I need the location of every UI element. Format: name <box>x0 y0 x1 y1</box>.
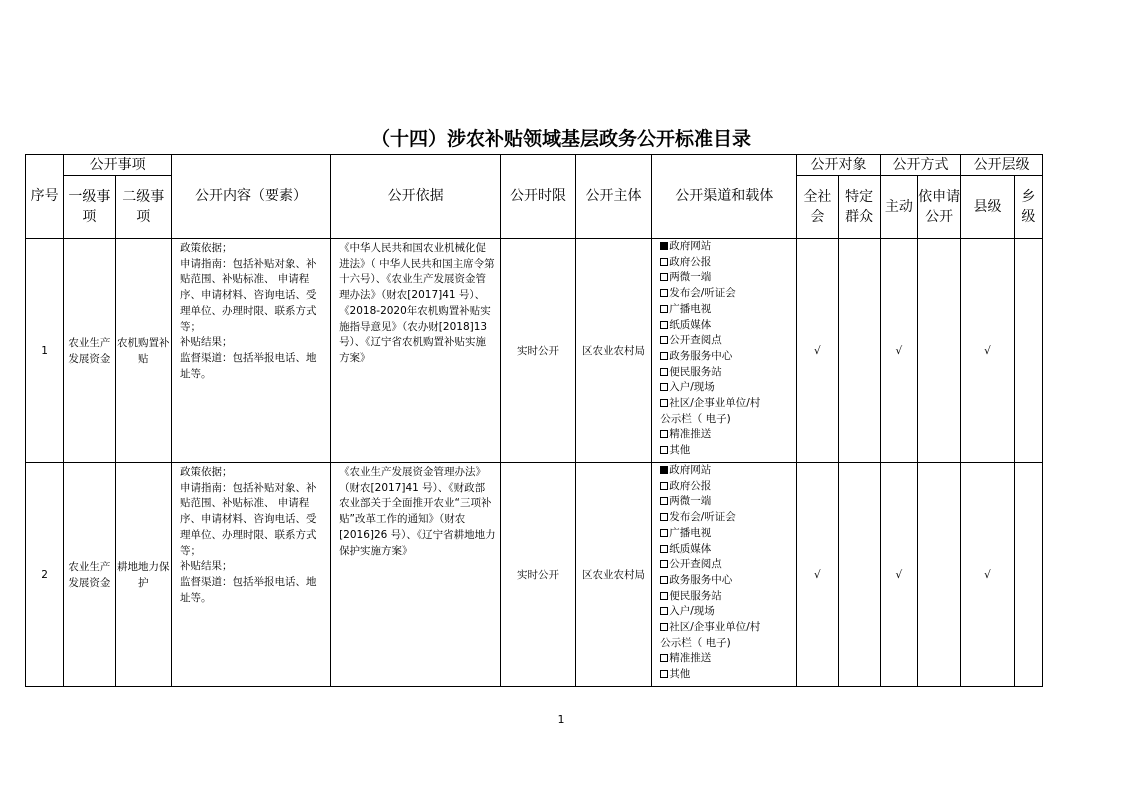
channel-item: 政务服务中心 <box>660 349 794 365</box>
checkbox-empty-icon <box>660 368 668 376</box>
row-content: 政策依据； 申请指南：包括补贴对象、补贴范围、补贴标准、 申请程序、申请材料、咨询电话、受理单位、办理时限、联系方式等； 补贴结果； 监督渠道：包括举报电话、地址等。 <box>171 239 330 463</box>
checkbox-empty-icon <box>660 513 668 521</box>
checkbox-empty-icon <box>660 446 668 454</box>
checkbox-empty-icon <box>660 607 668 615</box>
header-row-1 <box>26 155 1043 176</box>
channel-item: 政府公报 <box>660 255 794 271</box>
row-level-county: √ <box>961 463 1014 687</box>
checkbox-empty-icon <box>660 529 668 537</box>
channel-item: 广播电视 <box>660 302 794 318</box>
standard-catalog-table <box>25 154 1043 687</box>
col-content-header: 公开内容（要素） <box>171 155 330 239</box>
col-level-township-header: 乡级 <box>1014 176 1042 239</box>
row-target-all: √ <box>797 463 838 687</box>
checkbox-empty-icon <box>660 336 668 344</box>
channel-item: 发布会/听证会 <box>660 286 794 302</box>
page-number: 1 <box>557 713 565 726</box>
channel-item: 两微一端 <box>660 270 794 286</box>
checkbox-checked-icon <box>660 242 668 250</box>
row-level1: 农业生产发展资金 <box>64 463 115 687</box>
checkbox-empty-icon <box>660 273 668 281</box>
channel-item: 两微一端 <box>660 494 794 510</box>
channel-item: 纸质媒体 <box>660 318 794 334</box>
row-method-active: √ <box>880 239 917 463</box>
col-method-group-header: 公开方式 <box>880 155 961 176</box>
checkbox-empty-icon <box>660 383 668 391</box>
row-subject: 区农业农村局 <box>575 463 652 687</box>
channel-item: 精准推送 <box>660 427 794 443</box>
table-row <box>26 239 1043 463</box>
channel-item: 精准推送 <box>660 651 794 667</box>
checkbox-empty-icon <box>660 592 668 600</box>
channel-item: 入户/现场 <box>660 604 794 620</box>
channel-item: 广播电视 <box>660 526 794 542</box>
channel-item: 公开查阅点 <box>660 333 794 349</box>
channel-item: 公开查阅点 <box>660 557 794 573</box>
row-basis: 《中华人民共和国农业机械化促进法》（ 中华人民共和国主席令第十六号）、《农业生产发展资金管理办法》（财农[2017]41 号）、《2018-2020年农机购置补贴实施指导意见》（农办财[2018]13 号）、《辽宁省农机购置补贴实施方案》 <box>331 239 501 463</box>
row-target-specific <box>838 463 880 687</box>
col-items-group-header: 公开事项 <box>64 155 172 176</box>
row-level2: 耕地地力保护 <box>115 463 171 687</box>
checkbox-empty-icon <box>660 430 668 438</box>
channel-item: 公示栏（ 电子) <box>660 636 731 649</box>
row-method-request <box>918 239 961 463</box>
channel-item: 入户/现场 <box>660 380 794 396</box>
col-target-specific-header: 特定群众 <box>838 176 880 239</box>
checkbox-empty-icon <box>660 545 668 553</box>
channel-item: 社区/企事业单位/村 <box>660 396 794 412</box>
channel-item: 公示栏（ 电子) <box>660 412 731 425</box>
row-channels <box>652 463 797 687</box>
channel-item: 政府公报 <box>660 479 794 495</box>
row-level-township <box>1014 463 1042 687</box>
channel-item: 便民服务站 <box>660 589 794 605</box>
col-seq-header: 序号 <box>26 155 64 239</box>
col-level1-header: 一级事项 <box>64 176 115 239</box>
row-method-request <box>918 463 961 687</box>
checkbox-empty-icon <box>660 670 668 678</box>
channel-item: 政府网站 <box>660 463 794 479</box>
row-level-township <box>1014 239 1042 463</box>
channel-item: 其他 <box>660 443 794 459</box>
col-target-all-header: 全社会 <box>797 176 838 239</box>
checkbox-empty-icon <box>660 654 668 662</box>
row-content: 政策依据； 申请指南：包括补贴对象、补贴范围、补贴标准、 申请程序、申请材料、咨询电话、受理单位、办理时限、联系方式等； 补贴结果； 监督渠道：包括举报电话、地址等。 <box>171 463 330 687</box>
row-level-county: √ <box>961 239 1014 463</box>
channel-item: 政府网站 <box>660 239 794 255</box>
row-method-active: √ <box>880 463 917 687</box>
checkbox-empty-icon <box>660 352 668 360</box>
channel-item: 发布会/听证会 <box>660 510 794 526</box>
row-target-specific <box>838 239 880 463</box>
checkbox-empty-icon <box>660 399 668 407</box>
col-level2-header: 二级事项 <box>115 176 171 239</box>
channel-item: 便民服务站 <box>660 365 794 381</box>
row-level2: 农机购置补贴 <box>115 239 171 463</box>
table-row <box>26 463 1043 687</box>
checkbox-empty-icon <box>660 289 668 297</box>
row-channels <box>652 239 797 463</box>
channel-item: 社区/企事业单位/村 <box>660 620 794 636</box>
row-seq: 1 <box>26 239 64 463</box>
checkbox-empty-icon <box>660 258 668 266</box>
col-target-group-header: 公开对象 <box>797 155 881 176</box>
col-basis-header: 公开依据 <box>331 155 501 239</box>
channel-item: 其他 <box>660 667 794 683</box>
col-level-group-header: 公开层级 <box>961 155 1043 176</box>
checkbox-checked-icon <box>660 466 668 474</box>
checkbox-empty-icon <box>660 305 668 313</box>
col-method-request-header: 依申请公开 <box>918 176 961 239</box>
row-target-all: √ <box>797 239 838 463</box>
col-subject-header: 公开主体 <box>575 155 652 239</box>
col-time-limit-header: 公开时限 <box>501 155 576 239</box>
checkbox-empty-icon <box>660 482 668 490</box>
col-channels-header: 公开渠道和载体 <box>652 155 797 239</box>
checkbox-empty-icon <box>660 576 668 584</box>
channel-item: 纸质媒体 <box>660 542 794 558</box>
page-title: （十四）涉农补贴领域基层政务公开标准目录 <box>370 128 751 150</box>
col-method-active-header: 主动 <box>880 176 917 239</box>
row-time-limit: 实时公开 <box>501 239 576 463</box>
col-level-county-header: 县级 <box>961 176 1014 239</box>
row-seq: 2 <box>26 463 64 687</box>
row-level1: 农业生产发展资金 <box>64 239 115 463</box>
row-subject: 区农业农村局 <box>575 239 652 463</box>
row-basis: 《农业生产发展资金管理办法》（财农[2017]41 号）、《财政部 农业部关于全面推开农业“三项补贴”改革工作的通知》（财农[2016]26 号）、《辽宁省耕地地力保护实施方案》 <box>331 463 501 687</box>
checkbox-empty-icon <box>660 623 668 631</box>
checkbox-empty-icon <box>660 321 668 329</box>
checkbox-empty-icon <box>660 497 668 505</box>
checkbox-empty-icon <box>660 560 668 568</box>
row-time-limit: 实时公开 <box>501 463 576 687</box>
channel-item: 政务服务中心 <box>660 573 794 589</box>
